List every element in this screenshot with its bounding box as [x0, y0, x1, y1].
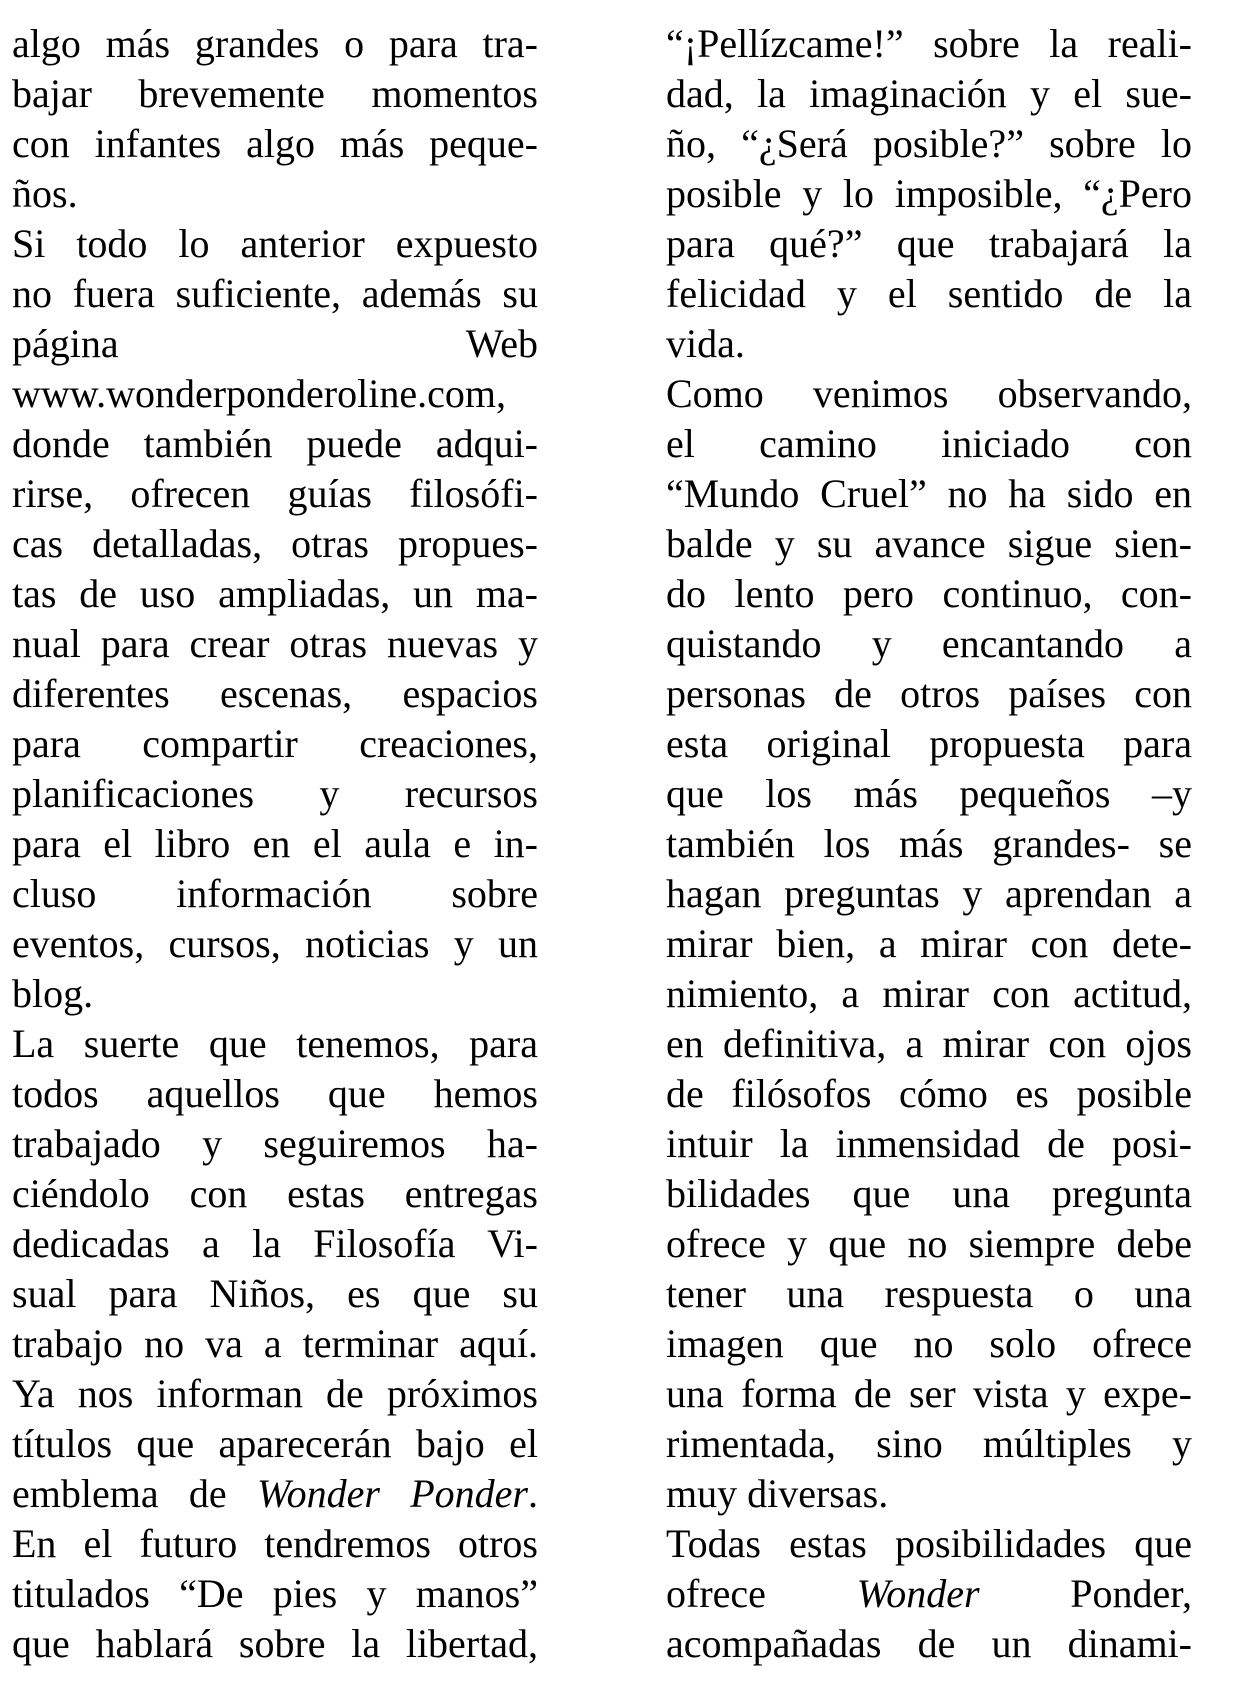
text-line: no fuera suficiente, además su	[12, 271, 538, 316]
text-line: mirar bien, a mirar con dete-	[666, 921, 1192, 966]
text-line: titulados “De pies y manos”	[12, 1571, 538, 1616]
text-line: “¡Pellízcame!” sobre la reali-	[666, 21, 1192, 66]
text-line: “Mundo Cruel” no ha sido en	[666, 471, 1192, 516]
text-line: ños.	[12, 171, 78, 216]
text-line: esta original propuesta para	[666, 721, 1192, 766]
text-line: cas detalladas, otras propues-	[12, 521, 538, 566]
text-line: eventos, cursos, noticias y un	[12, 921, 538, 966]
text-line: dedicadas a la Filosofía Vi-	[12, 1221, 538, 1266]
text-segment: emblema de	[12, 1471, 257, 1516]
text-line: con infantes algo más peque-	[12, 121, 538, 166]
text-line: www.wonderponderoline.com,	[12, 371, 506, 416]
text-line: ofrece y que no siempre debe	[666, 1221, 1192, 1266]
text-line: muy diversas.	[666, 1471, 889, 1516]
text-line: una forma de ser vista y expe-	[666, 1371, 1192, 1416]
text-line: ño, “¿Será posible?” sobre lo	[666, 121, 1192, 166]
text-line: intuir la inmensidad de posi-	[666, 1121, 1192, 1166]
text-line: sual para Niños, es que su	[12, 1271, 538, 1316]
text-line	[666, 1569, 1192, 1619]
text-line: bajar brevemente momentos	[12, 71, 538, 116]
text-line: para compartir creaciones,	[12, 721, 538, 766]
text-line: tas de uso ampliadas, un ma-	[12, 571, 538, 616]
text-line: cluso información sobre	[12, 871, 538, 916]
text-line: quistando y encantando a	[666, 621, 1192, 666]
text-line: para el libro en el aula e in-	[12, 821, 538, 866]
text-line: nual para crear otras nuevas y	[12, 621, 538, 666]
text-line: imagen que no solo ofrece	[666, 1321, 1192, 1366]
text-line: donde también puede adqui-	[12, 421, 538, 466]
text-line: acompañadas de un dinami-	[666, 1621, 1192, 1666]
text-segment: ofrece	[666, 1571, 857, 1616]
text-line: también los más grandes- se	[666, 821, 1192, 866]
text-line: nimiento, a mirar con actitud,	[666, 971, 1192, 1016]
text-line: en definitiva, a mirar con ojos	[666, 1021, 1192, 1066]
text-line: que los más pequeños –y	[666, 771, 1192, 816]
text-segment: Ponder,	[979, 1571, 1192, 1616]
text-line: posible y lo imposible, “¿Pero	[666, 171, 1192, 216]
text-line: página Web	[12, 321, 538, 366]
text-line: ciéndolo con estas entregas	[12, 1171, 538, 1216]
text-line: dad, la imaginación y el sue-	[666, 71, 1192, 116]
text-line	[12, 1469, 538, 1519]
text-line: que hablará sobre la libertad,	[12, 1621, 538, 1666]
italic-text: Wonder Ponder	[256, 1471, 528, 1516]
text-line: títulos que aparecerán bajo el	[12, 1421, 538, 1466]
italic-text: Wonder	[856, 1571, 980, 1616]
text-line: La suerte que tenemos, para	[12, 1021, 538, 1066]
text-line: Como venimos observando,	[666, 371, 1192, 416]
text-line: trabajo no va a terminar aquí.	[12, 1321, 538, 1366]
text-line: rimentada, sino múltiples y	[666, 1421, 1192, 1466]
text-line: algo más grandes o para tra-	[12, 21, 538, 66]
text-line: balde y su avance sigue sien-	[666, 521, 1192, 566]
text-line: diferentes escenas, espacios	[12, 671, 538, 716]
text-line: de filósofos cómo es posible	[666, 1071, 1192, 1116]
text-line: personas de otros países con	[666, 671, 1192, 716]
text-line: para qué?” que trabajará la	[666, 221, 1192, 266]
text-line: Si todo lo anterior expuesto	[12, 221, 538, 266]
text-line: vida.	[666, 321, 745, 366]
text-segment: .	[528, 1471, 538, 1516]
text-line: el camino iniciado con	[666, 421, 1192, 466]
text-line: felicidad y el sentido de la	[666, 271, 1192, 316]
text-line: Ya nos informan de próximos	[12, 1371, 538, 1416]
text-line: En el futuro tendremos otros	[12, 1521, 538, 1566]
text-line: tener una respuesta o una	[666, 1271, 1192, 1316]
text-line: trabajado y seguiremos ha-	[12, 1121, 538, 1166]
text-line: hagan preguntas y aprendan a	[666, 871, 1192, 916]
left-column	[12, 19, 538, 1669]
text-line: do lento pero continuo, con-	[666, 571, 1192, 616]
text-line: rirse, ofrecen guías filosófi-	[12, 471, 538, 516]
right-column	[666, 19, 1192, 1669]
text-line: bilidades que una pregunta	[666, 1171, 1192, 1216]
text-line: blog.	[12, 971, 94, 1016]
text-line: Todas estas posibilidades que	[666, 1521, 1192, 1566]
text-line: todos aquellos que hemos	[12, 1071, 538, 1116]
text-line: planificaciones y recursos	[12, 771, 538, 816]
